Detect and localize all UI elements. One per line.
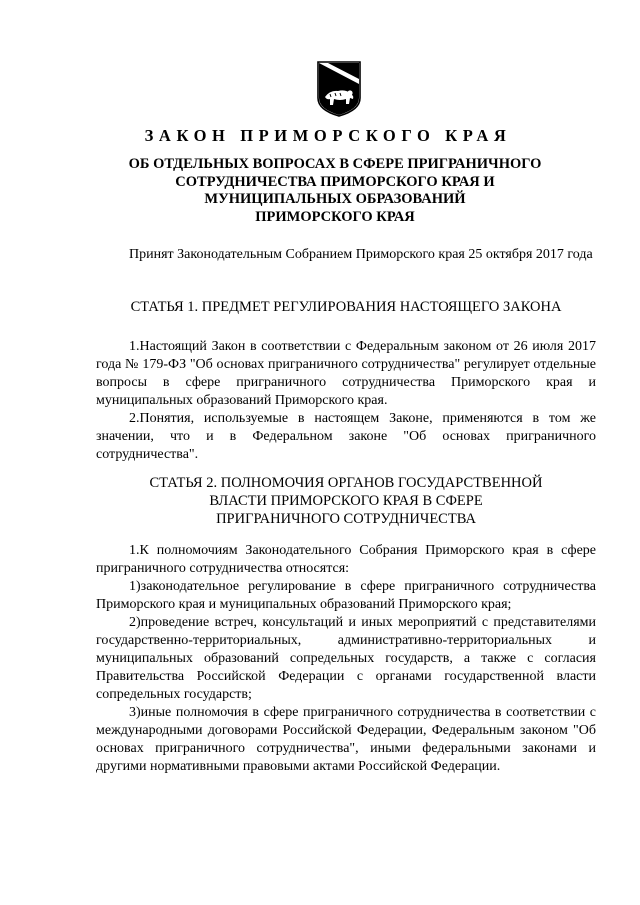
article-1-heading: СТАТЬЯ 1. ПРЕДМЕТ РЕГУЛИРОВАНИЯ НАСТОЯЩЕГО ЗАКОНА [130, 299, 562, 315]
article-2-body [96, 542, 596, 776]
article-list-item: 1)законодательное регулирование в сфере приграничного сотрудничества Приморского края и муниципальных образований Приморского края; [96, 579, 596, 612]
article-1-body [96, 338, 596, 464]
law-subtitle [100, 156, 570, 226]
heading-line: ВЛАСТИ ПРИМОРСКОГО КРАЯ В СФЕРЕ [209, 493, 483, 509]
subtitle-line: МУНИЦИПАЛЬНЫХ ОБРАЗОВАНИЙ [204, 191, 466, 207]
subtitle-line: ОБ ОТДЕЛЬНЫХ ВОПРОСАХ В СФЕРЕ ПРИГРАНИЧНОГО [128, 156, 542, 172]
article-paragraph: 1.К полномочиям Законодательного Собрания Приморского края в сфере приграничного сотрудничества относятся: [96, 543, 596, 576]
heading-line: ПРИГРАНИЧНОГО СОТРУДНИЧЕСТВА [216, 511, 476, 527]
adoption-statement: Принят Законодательным Собранием Приморского края 25 октября 2017 года [129, 247, 593, 262]
primorsky-krai-coat-of-arms-icon [316, 60, 362, 118]
article-list-item: 2)проведение встреч, консультаций и иных мероприятий с представителями государственно-территориальных, административно-территориальных и муниципальных образований сопредельных государств, а также с согласия Правительства Российской Федерации с органами государственной власти сопредельных государств; [96, 615, 596, 702]
subtitle-line: СОТРУДНИЧЕСТВА ПРИМОРСКОГО КРАЯ И [175, 173, 495, 190]
article-paragraph: 2.Понятия, используемые в настоящем Законе, применяются в том же значении, что и в Федеральном законе "Об основах приграничного сотрудничества". [96, 411, 596, 462]
article-paragraph: 1.Настоящий Закон в соответствии с Федеральным законом от 26 июля 2017 года № 179-ФЗ "Об основах приграничного сотрудничества" регулирует отдельные вопросы в сфере приграничного сотрудничества Приморского края и муниципальных образований Приморского края. [96, 339, 596, 408]
article-2-heading [96, 474, 596, 528]
heading-line: СТАТЬЯ 2. ПОЛНОМОЧИЯ ОРГАНОВ ГОСУДАРСТВЕННОЙ [149, 475, 543, 491]
law-title: ЗАКОН ПРИМОРСКОГО КРАЯ [144, 126, 512, 145]
subtitle-line: ПРИМОРСКОГО КРАЯ [255, 208, 415, 225]
article-list-item: 3)иные полномочия в сфере приграничного сотрудничества в соответствии с международными договорами Российской Федерации, Федеральным законом "Об основах приграничного сотрудничества", иными федеральными законами и другими нормативными правовыми актами Российской Федерации. [96, 705, 596, 774]
